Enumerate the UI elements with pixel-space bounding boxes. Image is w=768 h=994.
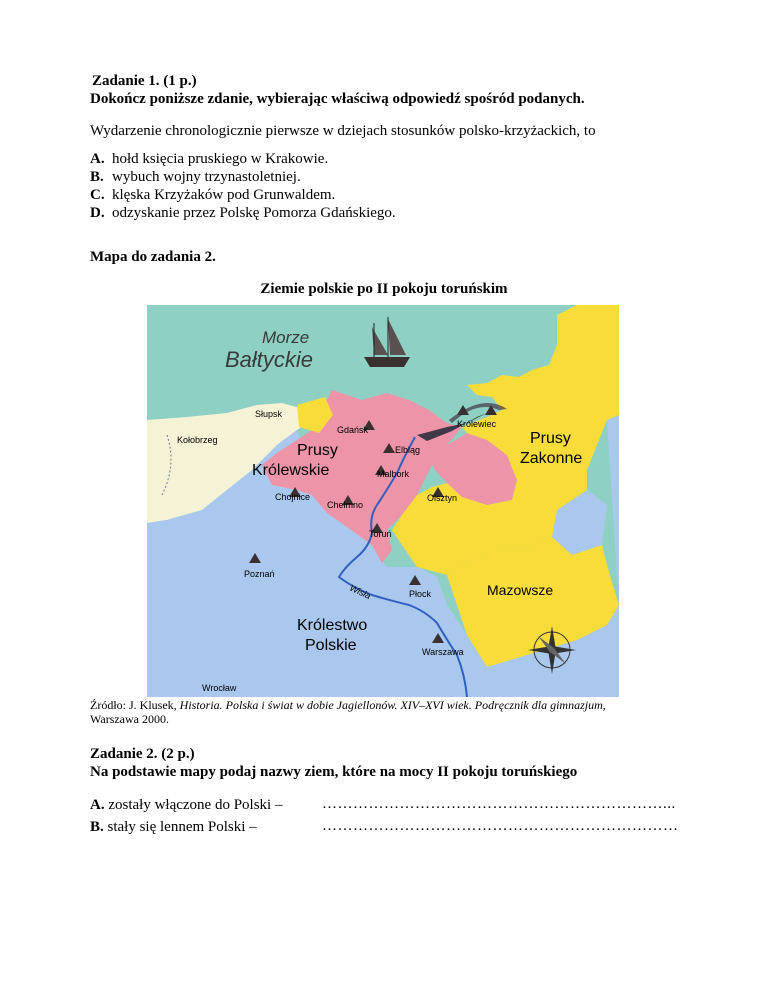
city-krolewiec: Królewiec [457, 419, 497, 429]
task1-question: Wydarzenie chronologicznie pierwsze w dziejach stosunków polsko-krzyżackich, to [90, 123, 596, 139]
source-title: Historia. Polska i świat w dobie Jagiellonów. XIV–XVI wiek. Podręcznik dla gimnazjum [179, 698, 603, 712]
option-text: odzyskanie przez Polskę Pomorza Gdańskiego. [112, 205, 396, 221]
source-prefix: Źródło: J. Klusek, [90, 698, 180, 712]
item-text: zostały włączone do Polski – [108, 797, 283, 813]
option-letter: D. [90, 205, 105, 221]
option-text: klęska Krzyżaków pod Grunwaldem. [112, 187, 336, 203]
region-prusy-zakonne-1: Prusy [530, 430, 571, 447]
task1-header: Zadanie 1. (1 p.) [92, 73, 197, 89]
item-text: stały się lennem Polski – [107, 819, 257, 835]
city-chojnice: Chojnice [275, 492, 311, 502]
city-elblag: Elbląg [395, 445, 421, 455]
region-mazowsze: Mazowsze [487, 582, 554, 598]
answer-line-a[interactable]: …………………………………………………………... [322, 796, 676, 812]
city-olsztyn: Olsztyn [427, 493, 458, 503]
task1-option-b [90, 168, 301, 186]
option-text: wybuch wojny trzynastoletniej. [112, 169, 301, 185]
historical-map [147, 305, 619, 697]
item-letter: B. [90, 819, 104, 835]
city-poznan: Poznań [244, 569, 275, 579]
task1-option-d [90, 204, 396, 222]
task2-instruction: Na podstawie mapy podaj nazwy ziem, które na mocy II pokoju toruńskiego [90, 764, 578, 780]
map-source [90, 698, 690, 726]
source-suffix: , [602, 698, 606, 712]
source-line2: Warszawa 2000. [90, 712, 170, 726]
city-kolobrzeg: Kołobrzeg [177, 435, 218, 445]
task1-instruction: Dokończ poniższe zdanie, wybierając właściwą odpowiedź spośród podanych. [90, 91, 585, 107]
task1-option-a [90, 150, 328, 168]
option-letter: C. [90, 187, 105, 203]
city-plock: Płock [409, 589, 432, 599]
city-wroclaw: Wrocław [202, 683, 237, 693]
city-torun: Toruń [369, 529, 392, 539]
map-section-heading: Mapa do zadania 2. [90, 249, 216, 265]
city-malbork: Malbork [377, 469, 410, 479]
option-text: hołd księcia pruskiego w Krakowie. [112, 151, 329, 167]
city-warszawa: Warszawa [422, 647, 464, 657]
river-label: Wisła [348, 582, 373, 602]
item-letter: A. [90, 797, 105, 813]
city-slupsk: Słupsk [255, 409, 283, 419]
answer-line-b[interactable]: …………………………………………………………… [322, 818, 679, 834]
map-title: Ziemie polskie po II pokoju toruńskim [260, 281, 508, 297]
region-prusy-krolewskie-2: Królewskie [252, 462, 330, 479]
region-prusy-zakonne-2: Zakonne [520, 450, 583, 467]
task2-header: Zadanie 2. (2 p.) [90, 746, 195, 762]
city-chelmno: Chełmno [327, 500, 364, 510]
option-letter: A. [90, 151, 105, 167]
sea-label-1: Morze [262, 328, 310, 347]
sea-label-2: Bałtyckie [225, 347, 314, 372]
option-letter: B. [90, 169, 104, 185]
task2-item-b [90, 818, 257, 836]
region-prusy-krolewskie-1: Prusy [297, 442, 338, 459]
city-gdansk: Gdańsk [337, 425, 369, 435]
task1-option-c [90, 186, 335, 204]
task2-item-a [90, 796, 282, 814]
region-krolestwo-1: Królestwo [297, 617, 368, 634]
region-krolestwo-2: Polskie [305, 637, 357, 654]
